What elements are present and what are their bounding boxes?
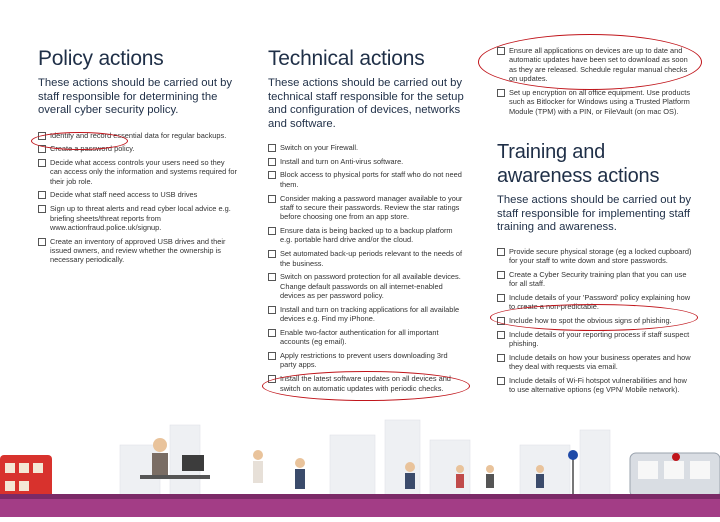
- list-item[interactable]: Install and turn on tracking applications for all available devices e.g. Find my iPhone.: [268, 305, 466, 324]
- checkbox[interactable]: [38, 191, 46, 199]
- list-item[interactable]: Include details of Wi-Fi hotspot vulnerabilities and how to use alternative options (eg VPN/ Mobile network).: [497, 376, 693, 395]
- policy-list: [38, 131, 238, 265]
- list-item[interactable]: Decide what access controls your users need so they can access only the information and systems required for their job role.: [38, 158, 238, 186]
- checkbox[interactable]: [268, 352, 276, 360]
- list-item[interactable]: Create a Cyber Security training plan that you can use for all staff.: [497, 270, 693, 289]
- ground-strip: [0, 499, 720, 517]
- list-item[interactable]: Include details of your reporting process if staff suspect phishing.: [497, 330, 693, 349]
- checkbox[interactable]: [38, 145, 46, 153]
- technical-heading: Technical actions: [268, 47, 425, 70]
- checkbox[interactable]: [268, 375, 276, 383]
- policy-heading: Policy actions: [38, 47, 164, 70]
- training-list: [497, 247, 693, 395]
- checkbox[interactable]: [38, 159, 46, 167]
- list-item[interactable]: Consider making a password manager available to your staff to secure their passwords. Review the star ratings before choosing one from an app store.: [268, 194, 466, 222]
- checkbox[interactable]: [497, 294, 505, 302]
- list-item[interactable]: Include details of your 'Password' policy explaining how to create a non-predictable.: [497, 293, 693, 312]
- list-item[interactable]: Include details on how your business operates and how they deal with requests via email.: [497, 353, 693, 372]
- technical-column: [268, 0, 466, 397]
- list-item[interactable]: Install and turn on Anti-virus software.: [268, 157, 466, 166]
- list-item[interactable]: Enable two-factor authentication for all important accounts (eg email).: [268, 328, 466, 347]
- checkbox[interactable]: [497, 354, 505, 362]
- technical-intro: These actions should be carried out by technical staff responsible for the setup and configuration of devices, networks and software.: [268, 77, 464, 130]
- list-item[interactable]: Install the latest software updates on all devices and switch on automatic updates with periodic checks.: [268, 374, 466, 393]
- checkbox[interactable]: [497, 47, 505, 55]
- list-item[interactable]: Switch on your Firewall.: [268, 143, 466, 152]
- list-item[interactable]: Apply restrictions to prevent users downloading 3rd party apps.: [268, 351, 466, 370]
- policy-column: [38, 0, 238, 269]
- training-heading: Training and awareness actions: [497, 141, 660, 188]
- list-item[interactable]: Set up encryption on all office equipment. Use products such as Bitlocker for Windows using a Trusted Platform Module (TPM) with a PIN, or FileVault (on mac OS).: [497, 88, 693, 116]
- checkbox[interactable]: [497, 317, 505, 325]
- checkbox[interactable]: [268, 273, 276, 281]
- checkbox[interactable]: [38, 205, 46, 213]
- list-item[interactable]: Set automated back-up periods relevant to the needs of the business.: [268, 249, 466, 268]
- list-item[interactable]: Ensure data is being backed up to a backup platform e.g. portable hard drive and/or the cloud.: [268, 226, 466, 245]
- checkbox[interactable]: [268, 227, 276, 235]
- list-item[interactable]: Provide secure physical storage (eg a locked cupboard) for your staff to write down and store passwords.: [497, 247, 693, 266]
- list-item[interactable]: Create an inventory of approved USB drives and their issued owners, and review whether the ownership is necessary periodically.: [38, 237, 238, 265]
- checkbox[interactable]: [497, 271, 505, 279]
- checkbox[interactable]: [497, 248, 505, 256]
- list-item[interactable]: Include how to spot the obvious signs of phishing.: [497, 316, 693, 325]
- list-item[interactable]: Identify and record essential data for regular backups.: [38, 131, 238, 140]
- checkbox[interactable]: [268, 171, 276, 179]
- checkbox[interactable]: [268, 195, 276, 203]
- checkbox[interactable]: [497, 331, 505, 339]
- training-intro: These actions should be carried out by staff responsible for implementing staff training and awareness.: [497, 194, 692, 234]
- training-column: [497, 0, 693, 399]
- list-item[interactable]: Block access to physical ports for staff who do not need them.: [268, 170, 466, 189]
- list-item[interactable]: Ensure all applications on devices are up to date and automatic updates have been set to download as soon as they are released. Schedule regular manual checks on updates.: [497, 46, 693, 84]
- checkbox[interactable]: [38, 238, 46, 246]
- technical-list: [268, 143, 466, 393]
- checkbox[interactable]: [268, 250, 276, 258]
- checkbox[interactable]: [268, 329, 276, 337]
- list-item[interactable]: Switch on password protection for all available devices. Change default passwords on all internet-enabled devices as per password policy.: [268, 272, 466, 300]
- list-item[interactable]: Create a password policy.: [38, 144, 238, 153]
- office-illustration: [0, 415, 720, 517]
- checkbox[interactable]: [268, 144, 276, 152]
- checkbox[interactable]: [497, 89, 505, 97]
- list-item[interactable]: Decide what staff need access to USB drives: [38, 190, 238, 199]
- checkbox[interactable]: [38, 132, 46, 140]
- checkbox[interactable]: [497, 377, 505, 385]
- checkbox[interactable]: [268, 306, 276, 314]
- policy-intro: These actions should be carried out by staff responsible for determining the overall cyber security policy.: [38, 77, 233, 116]
- technical-list-continued: [497, 46, 693, 116]
- checkbox[interactable]: [268, 158, 276, 166]
- list-item[interactable]: Sign up to threat alerts and read cyber local advice e.g. briefing sheets/threat reports from www.actionfraud.police.uk/signup.: [38, 204, 238, 232]
